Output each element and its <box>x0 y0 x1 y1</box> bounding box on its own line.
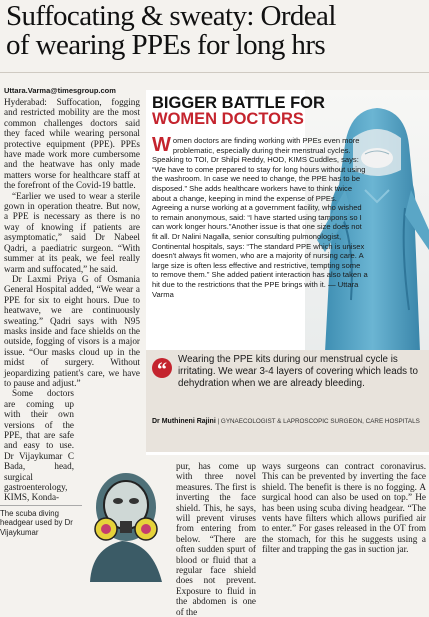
headline <box>6 2 426 60</box>
story-column-3 <box>262 461 426 555</box>
sidebar-body <box>152 136 368 299</box>
sidebar-dropcap: W <box>152 134 171 156</box>
story-paragraph: ways surgeons can contract coronavirus. This can be prevented by inverting the face shield. The benefit is there is no fogging. A surgical hood can also be used on top.” He has been using scuba diving headgear. “The vents have filters which allows purified air to enter.” For gases released in the OT from the stomach, for this he suggests using a filter and trapping the gas in suction jar. <box>262 461 426 555</box>
story-column-2 <box>176 461 256 617</box>
headline-line-2: of wearing PPEs for long hrs <box>6 29 326 61</box>
headline-line-1: Suffocating & sweaty: Ordeal <box>6 0 336 32</box>
story-paragraph: “Earlier we used to wear a sterile gown in operation theatre. But now, a PPE is necessary as there is no way of knowing if patients are asymptomatic,” said Dr Nabeel Qadri, a paediatric surgeon. “With summer at its peak, we feel really warm and suffocated,” he said. <box>4 190 140 274</box>
story-column-1 <box>4 97 140 503</box>
sidebar-heading-line-2: WOMEN DOCTORS <box>152 110 304 128</box>
story-paragraph: Hyderabad: Suffocation, fogging and restricted mobility are the most common challenges doctors said they faced while wearing personal protective equipment (PPE). PPEs have made work more cumbersome and the heatwave has only made matters worse for healthcare staff at the forefront of the Covid-19 battle. <box>4 97 140 191</box>
pull-quote-attribution <box>152 418 420 426</box>
quote-mark-icon: “ <box>152 358 172 378</box>
scuba-headgear-photo <box>82 463 168 582</box>
byline[interactable]: Uttara.Varma@timesgroup.com <box>4 86 116 95</box>
sidebar-body-text: omen doctors are finding working with PPEs even more problematic, especially during their menstrual cycles. Speaking to TOI, Dr Shilpi Reddy, HOD, KIMS Cuddles, says: “We have to come prepared to stay for long hours without using the washroom. In case we need to change, the PPE has to be disposed.” She adds healthcare workers have to think twice about a change, keeping in mind the expense of PPEs. Agreeing a nurse working at a government facility, who wished to remain anonymous, said: “I have started using tampons so I can work longer hours.”Another issue is that one size does not fit all. Dr Nalini Nagalla, senior consulting pulmonologist, Continental hospitals, says: “The standard PPE which is unisex doesn't always fit women, who are a majority of nursing care. A large size is often less effective and restrictive, tempting some to remove them.” She added patient interaction has also taken a hit due to the restrictions that the PPE brings with it. — Uttara Varma <box>152 136 368 299</box>
scuba-headgear-illustration <box>82 463 168 582</box>
story-paragraph: pur, has come up with three novel measures. The first is inverting the face shield. This, he says, will prevent viruses from entering from below. “There are often sudden spurt of blood or fluid that a regular face shield does not prevent. Exposure to fluid in the abdomen is one of the <box>176 461 256 617</box>
photo-caption: The scuba diving headgear used by Dr Vijaykumar <box>0 505 82 537</box>
sidebar-heading <box>152 95 325 127</box>
story-paragraph: Some doctors are coming up with their own versions of the PPE, that are safe and easy to use. Dr Vijaykumar C Bada, head, surgical gastroenterology, KIMS, Konda- <box>4 388 74 503</box>
pull-quote-role: | GYNAECOLOGIST & LAPROSCOPIC SURGEON, CARE HOSPITALS <box>217 418 420 425</box>
pull-quote-text: Wearing the PPE kits during our menstrual cycle is irritating. We wear 3-4 layers of covering which leads to dehydration when we are already bleeding. <box>178 354 418 389</box>
headline-divider <box>0 72 429 73</box>
story-paragraph: Dr Laxmi Priya G of Osmania General Hospital added, “We wear a PPE for six to eight hours. Due to heatwave, we are continuously sweating.” Qadri says with N95 masks inside and face shields on the outside, fogging of visors is a major issue. “Our masks cloud up in the midst of surgery. Without jeopardizing patient's care, we have to pause and adjust.” <box>4 273 140 388</box>
pull-quote-name: Dr Muthineni Rajini <box>152 418 216 425</box>
sidebar-heading-line-1: BIGGER BATTLE FOR <box>152 94 325 112</box>
